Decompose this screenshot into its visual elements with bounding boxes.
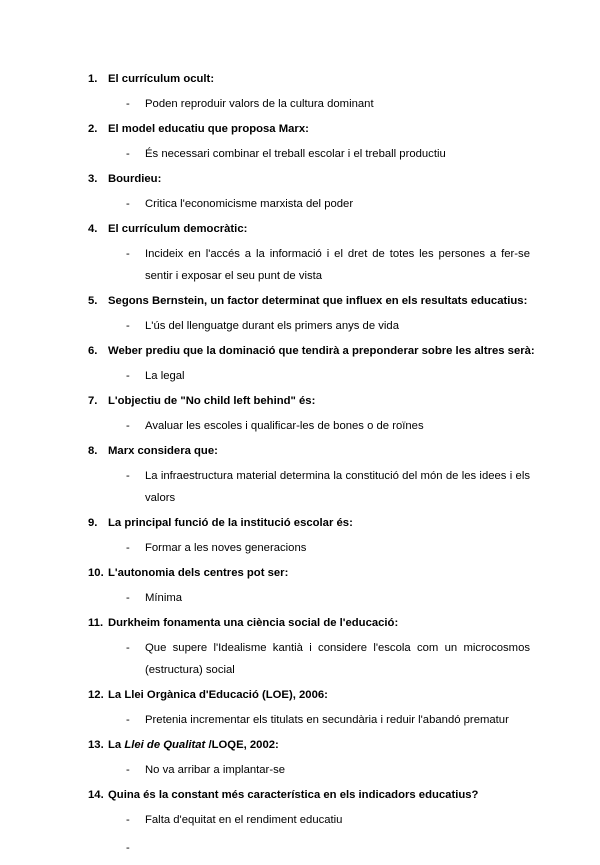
answer-3	[88, 193, 530, 215]
question-text: Bourdieu:	[108, 173, 162, 185]
bullet-dash: -	[126, 98, 130, 110]
question-number: 4.	[88, 223, 98, 235]
answer-text: Critica l'economicisme marxista del poder	[145, 198, 354, 210]
answer-5	[88, 315, 530, 337]
question-number: 10.	[88, 567, 104, 579]
question-3	[88, 171, 530, 187]
question-number: 5.	[88, 295, 98, 307]
answer-2	[88, 143, 530, 165]
answer-9	[88, 537, 530, 559]
question-12	[88, 687, 530, 703]
question-text-prefix: La	[108, 739, 125, 751]
answer-text: La legal	[145, 370, 185, 382]
answer-6	[88, 365, 530, 387]
question-text: L'autonomia dels centres pot ser:	[108, 567, 289, 579]
answer-text: Formar a les noves generacions	[145, 542, 307, 554]
question-number: 9.	[88, 517, 98, 529]
question-number: 1.	[88, 73, 98, 85]
answer-8	[88, 465, 530, 509]
question-number: 8.	[88, 445, 98, 457]
bullet-dash: -	[126, 764, 130, 776]
question-number: 2.	[88, 123, 98, 135]
bullet-dash: -	[126, 814, 130, 826]
question-10	[88, 565, 530, 581]
answer-text: Incideix en l'accés a la informació i el dret de totes les persones a fer-se sentir i exposar el seu punt de vista	[145, 248, 530, 282]
answer-empty	[88, 837, 530, 859]
answer-text: Mínima	[145, 592, 183, 604]
question-14	[88, 787, 530, 803]
bullet-dash: -	[126, 470, 130, 482]
bullet-dash: -	[126, 248, 130, 260]
answer-13	[88, 759, 530, 781]
question-6	[88, 343, 535, 359]
question-text-italic: Llei de Qualitat	[124, 739, 206, 751]
bullet-dash: -	[126, 148, 130, 160]
answer-1	[88, 93, 530, 115]
answer-text: Pretenia incrementar els titulats en secundària i reduir l'abandó prematur	[145, 714, 509, 726]
question-number: 13.	[88, 739, 104, 751]
question-text: El currículum ocult:	[108, 73, 215, 85]
question-list	[88, 71, 535, 865]
question-13	[88, 737, 530, 753]
question-number: 12.	[88, 689, 104, 701]
question-text: Quina és la constant més característica en els indicadors educatius?	[108, 789, 479, 801]
question-number: 3.	[88, 173, 98, 185]
bullet-dash: -	[126, 420, 130, 432]
answer-4	[88, 243, 530, 287]
answer-text: Falta d'equitat en el rendiment educatiu	[145, 814, 343, 826]
answer-11	[88, 637, 530, 681]
question-11	[88, 615, 530, 631]
answer-text: És necessari combinar el treball escolar i el treball productiu	[145, 148, 446, 160]
question-number: 7.	[88, 395, 98, 407]
question-5	[88, 293, 530, 309]
question-text: Weber prediu que la dominació que tendirà a preponderar sobre les altres serà:	[108, 345, 535, 357]
bullet-dash: -	[126, 320, 130, 332]
answer-text: Poden reproduir valors de la cultura dominant	[145, 98, 374, 110]
question-text-suffix: /LOQE, 2002:	[205, 739, 279, 751]
bullet-dash: -	[126, 642, 130, 654]
answer-text: Que supere l'Idealisme kantià i considere l'escola com un microcosmos (estructura) social	[145, 642, 530, 676]
answer-10	[88, 587, 530, 609]
question-text: La principal funció de la institució escolar és:	[108, 517, 353, 529]
question-2	[88, 121, 530, 137]
bullet-dash: -	[126, 592, 130, 604]
answer-text: L'ús del llenguatge durant els primers anys de vida	[145, 320, 399, 332]
answer-7	[88, 415, 530, 437]
question-1	[88, 71, 530, 87]
question-text: El model educatiu que proposa Marx:	[108, 123, 309, 135]
question-4	[88, 221, 530, 237]
answer-text: Avaluar les escoles i qualificar-les de bones o de roïnes	[145, 420, 424, 432]
question-7	[88, 393, 530, 409]
answer-14	[88, 809, 530, 831]
question-number: 6.	[88, 345, 98, 357]
bullet-dash: -	[126, 542, 130, 554]
bullet-dash: -	[126, 198, 130, 210]
bullet-dash: -	[126, 370, 130, 382]
question-text: La Llei Orgànica d'Educació (LOE), 2006:	[108, 689, 328, 701]
question-number: 14.	[88, 789, 104, 801]
question-text: Durkheim fonamenta una ciència social de l'educació:	[108, 617, 399, 629]
question-text: Segons Bernstein, un factor determinat que influex en els resultats educatius:	[108, 295, 528, 307]
question-9	[88, 515, 530, 531]
question-8	[88, 443, 530, 459]
bullet-dash: -	[126, 714, 130, 726]
bullet-dash: -	[126, 842, 130, 854]
question-text: El currículum democràtic:	[108, 223, 248, 235]
question-text: L'objectiu de "No child left behind" és:	[108, 395, 316, 407]
question-number: 11.	[88, 617, 104, 629]
question-text: Marx considera que:	[108, 445, 218, 457]
answer-text: No va arribar a implantar-se	[145, 764, 286, 776]
answer-text: La infraestructura material determina la constitució del món de les idees i els valors	[145, 470, 530, 504]
answer-12	[88, 709, 530, 731]
